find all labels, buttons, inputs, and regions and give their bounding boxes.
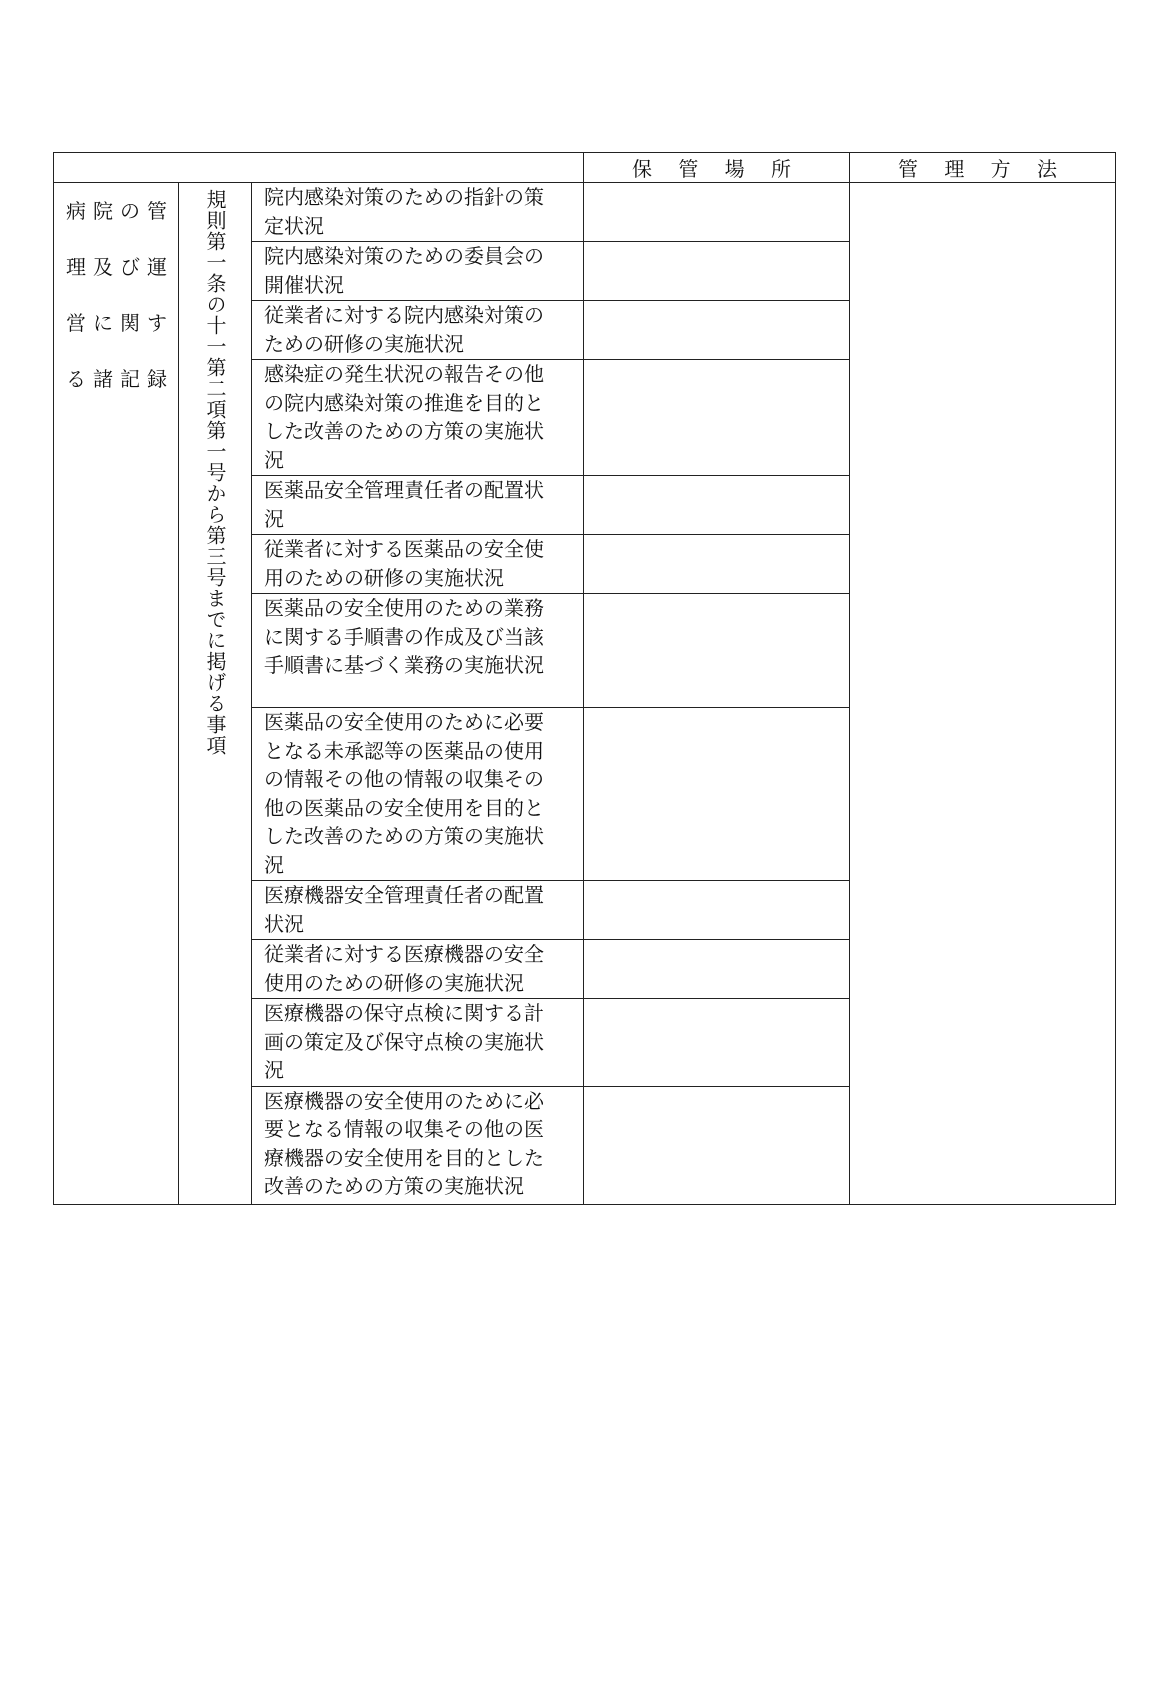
location-cell — [584, 999, 850, 1087]
records-body — [54, 183, 1116, 1205]
location-cell — [584, 360, 850, 476]
header-row — [54, 153, 1116, 183]
location-cell — [584, 301, 850, 360]
record-item-text: 従業者に対する医薬品の安全使 用のための研修の実施状況 — [264, 537, 544, 590]
records-table — [53, 152, 1116, 1205]
category-cell — [54, 183, 179, 1205]
location-cell — [584, 594, 850, 708]
record-item — [252, 881, 584, 940]
record-item-text: 医療機器の安全使用のために必 要となる情報の収集その他の医 療機器の安全使用を目的とした 改善のための方策の実施状況 — [264, 1088, 544, 1198]
location-cell — [584, 535, 850, 594]
location-cell — [584, 476, 850, 535]
rule-reference-cell — [179, 183, 252, 1205]
record-item-text: 院内感染対策のための委員会の 開催状況 — [264, 244, 544, 297]
record-item-text: 医療機器安全管理責任者の配置 状況 — [264, 883, 544, 936]
record-item — [252, 940, 584, 999]
method-cell — [850, 183, 1116, 1205]
record-item-text: 医薬品の安全使用のための業務 に関する手順書の作成及び当該 手順書に基づく業務の実施状況 — [264, 596, 544, 677]
record-item — [252, 242, 584, 301]
record-item-text: 従業者に対する医療機器の安全 使用のための研修の実施状況 — [264, 942, 544, 995]
location-cell — [584, 881, 850, 940]
record-item — [252, 535, 584, 594]
rule-reference-text: 規則第一条の十一第二項第一号から第三号までに掲げる事項 — [203, 189, 227, 756]
header-location: 保 管 場 所 — [584, 153, 850, 183]
location-cell — [584, 242, 850, 301]
category-line: る諸記録 — [66, 367, 174, 391]
record-item — [252, 360, 584, 476]
record-item-text: 医薬品安全管理責任者の配置状 況 — [264, 478, 544, 531]
table-row — [54, 183, 1116, 242]
header-blank-cell — [54, 153, 584, 183]
record-item — [252, 476, 584, 535]
location-cell — [584, 708, 850, 881]
location-cell — [584, 183, 850, 242]
record-item — [252, 708, 584, 881]
category-line: 理及び運 — [66, 255, 174, 279]
record-item-text: 従業者に対する院内感染対策の ための研修の実施状況 — [264, 303, 544, 356]
record-item-text: 医療機器の保守点検に関する計 画の策定及び保守点検の実施状 況 — [264, 1001, 544, 1082]
location-cell — [584, 1086, 850, 1204]
record-item-text: 医薬品の安全使用のために必要 となる未承認等の医薬品の使用 の情報その他の情報の収集その 他の医薬品の安全使用を目的と した改善のための方策の実施状 況 — [264, 710, 544, 877]
record-item — [252, 999, 584, 1087]
category-line: 営に関す — [66, 311, 174, 335]
record-item — [252, 183, 584, 242]
header-method: 管 理 方 法 — [850, 153, 1116, 183]
location-cell — [584, 940, 850, 999]
record-item — [252, 301, 584, 360]
category-line: 病院の管 — [66, 199, 174, 223]
record-item — [252, 594, 584, 708]
record-item — [252, 1086, 584, 1204]
record-item-text: 感染症の発生状況の報告その他 の院内感染対策の推進を目的と した改善のための方策の実施状 況 — [264, 362, 544, 472]
record-item-text: 院内感染対策のための指針の策 定状況 — [264, 185, 544, 238]
